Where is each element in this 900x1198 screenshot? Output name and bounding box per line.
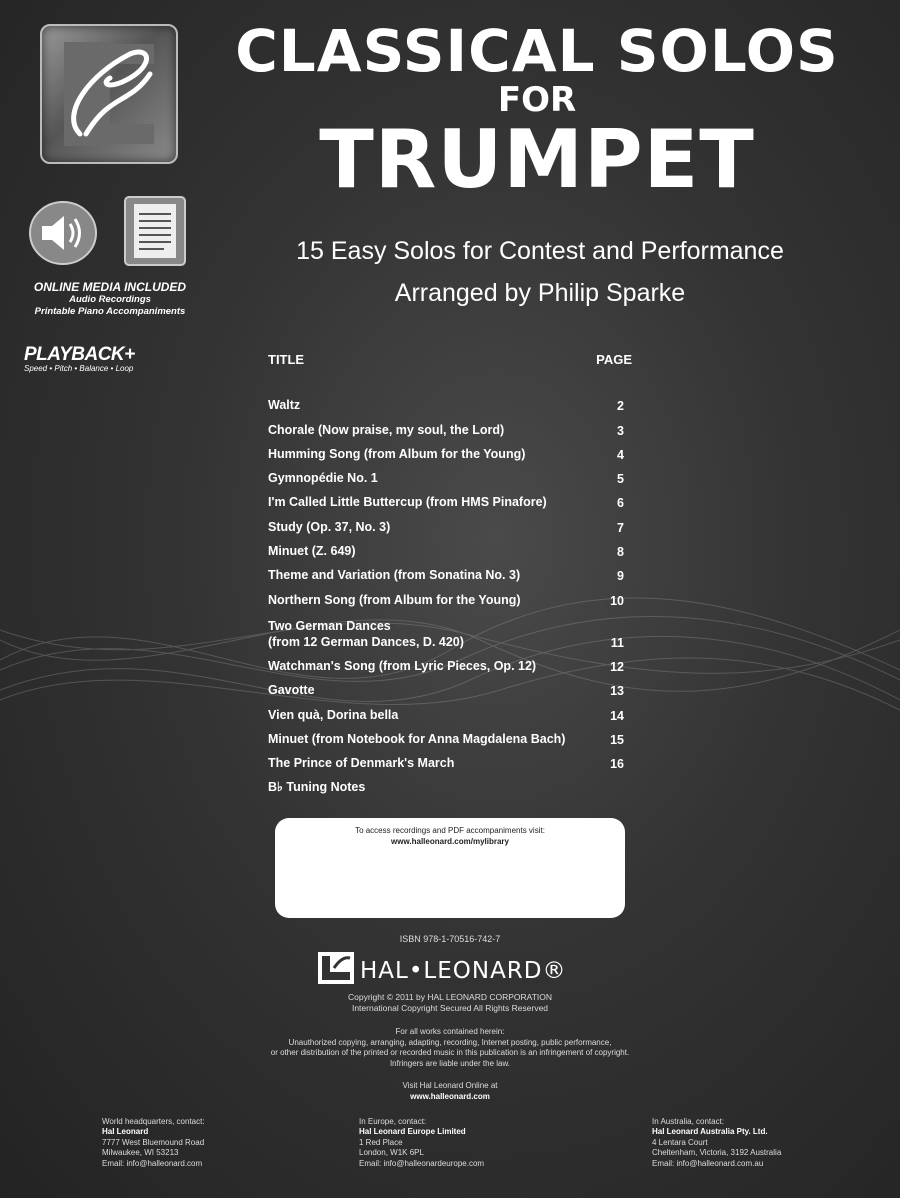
legal-line3: or other distribution of the printed or recorded music in this publication is an infringement of copyright. [270,1048,630,1057]
copyright-line1: Copyright © 2011 by HAL LEONARD CORPORATION [347,992,553,1002]
legal-line1: For all works contained herein: [395,1027,505,1036]
contents-row [268,583,624,607]
playback-subtitle: Speed • Pitch • Balance • Loop [24,364,134,373]
contents-item-title: Minuet (Z. 649) [268,544,356,559]
contents-row [268,510,624,534]
contents-col-page: PAGE [596,352,632,367]
contents-item-page: 14 [610,708,624,723]
contents-item-title: The Prince of Denmark's March [268,756,455,771]
book-title-line1: CLASSICAL SOLOS [235,17,839,85]
visit-line1: Visit Hal Leonard Online at [402,1081,498,1090]
contents-item-page: 11 [610,635,624,650]
legal-notice [160,1027,740,1069]
address-email: Email: info@halleonard.com [102,1158,203,1168]
copyright [300,992,600,1014]
contents-row [268,389,624,413]
contents-item-title: Watchman's Song (from Lyric Pieces, Op. 12) [268,658,537,673]
address-label: In Europe, contact: [359,1117,427,1126]
address-label: In Australia, contact: [652,1117,725,1126]
contents-item-title: Gavotte [268,683,315,698]
hal-leonard-mark-icon [318,952,354,984]
online-media-text [10,280,210,317]
address-name: Hal Leonard Australia Pty. Ltd. [652,1127,768,1137]
contents-row [268,486,624,510]
contents-item-page: 2 [617,399,624,414]
contents-row [268,698,624,722]
contents-item-page: 16 [610,757,624,772]
contents-col-title: TITLE [268,352,305,367]
visit-online [300,1080,600,1102]
contents-item-page: 12 [610,659,624,674]
publisher-name: HAL•LEONARD® [360,958,567,984]
contents-row [268,723,624,747]
address-line1: 7777 West Bluemound Road [102,1137,205,1147]
contents-item-page: 15 [610,732,624,747]
address-email: Email: info@halleonard.com.au [652,1158,764,1168]
contents-item-title: Vien quà, Dorina bella [268,707,399,722]
access-code-box [275,818,625,918]
address-name: Hal Leonard Europe Limited [359,1127,466,1137]
address-name: Hal Leonard [102,1127,149,1137]
contents-item-title: Two German Dances (from 12 German Dances, D. 420) [268,618,464,649]
contents-item-title: Theme and Variation (from Sonatina No. 3) [268,568,521,583]
contents-item-title: B♭ Tuning Notes [268,780,366,795]
access-url: www.halleonard.com/mylibrary [391,837,509,846]
table-of-contents [268,352,648,795]
visit-url: www.halleonard.com [410,1092,490,1101]
contents-item-title: Chorale (Now praise, my soul, the Lord) [268,422,505,437]
address-europe [359,1117,484,1169]
book-title-line2: FOR [497,80,577,120]
subtitle-line1: 15 Easy Solos for Contest and Performance [296,237,784,265]
subtitle-line2: Arranged by Philip Sparke [394,279,686,307]
contents-item-title: Humming Song (from Album for the Young) [268,446,526,461]
media-line-piano: Printable Piano Accompaniments [34,305,186,317]
contents-item-page: 7 [617,520,624,535]
contents-item-page: 10 [610,593,624,608]
contents-row [268,535,624,559]
address-line1: 1 Red Place [359,1137,403,1147]
online-media-label: ONLINE MEDIA INCLUDED [33,280,187,294]
address-line2: Cheltenham, Victoria, 3192 Australia [652,1148,782,1158]
contents-item-title: Minuet (from Notebook for Anna Magdalena Bach) [268,731,566,746]
playback-logo [24,344,204,373]
isbn: ISBN 978-1-70516-742-7 [399,934,501,944]
contents-row [268,438,624,462]
book-title-line3: TRUMPET [319,113,755,206]
essential-elements-logo [40,24,178,164]
address-line1: 4 Lentara Court [652,1137,708,1147]
legal-line2: Unauthorized copying, arranging, adapting, recording, Internet posting, public performance, [288,1037,612,1047]
hal-leonard-logo [318,952,588,986]
address-label: World headquarters, contact: [102,1117,205,1126]
contents-item-title: Northern Song (from Album for the Young) [268,592,521,607]
contents-header [268,352,632,367]
playback-title: PLAYBACK+ [24,344,135,365]
contents-item-page: 4 [617,447,624,462]
speaker-icon [28,200,98,266]
address-email: Email: info@halleonardeurope.com [359,1158,485,1168]
contents-item-page: 3 [617,423,624,438]
copyright-line2: International Copyright Secured All Rights Reserved [351,1003,549,1013]
contents-item-page: 13 [610,684,624,699]
contents-item-page: 8 [617,545,624,560]
document-icon [124,196,186,266]
contents-item-title: I'm Called Little Buttercup (from HMS Pinafore) [268,495,547,510]
book-subtitle [240,230,840,314]
contents-row [268,559,624,583]
contents-row [268,771,624,795]
contents-item-page: 6 [617,496,624,511]
contents-row [268,413,624,437]
contents-row [268,608,624,650]
legal-line4: Infringers are liable under the law. [389,1058,511,1068]
address-australia [652,1117,781,1169]
access-instructions: To access recordings and PDF accompaniments visit: [355,826,545,835]
contents-item-title: Waltz [268,398,301,413]
media-line-audio: Audio Recordings [69,294,151,306]
contents-row [268,462,624,486]
address-line2: Milwaukee, WI 53213 [102,1148,179,1158]
contents-row [268,650,624,674]
contents-item-title: Gymnopédie No. 1 [268,471,378,486]
contents-item-page: 9 [617,569,624,584]
address-line2: London, W1K 6PL [359,1148,424,1158]
contents-row [268,674,624,698]
contents-row [268,747,624,771]
contents-item-title: Study (Op. 37, No. 3) [268,519,391,534]
contents-item-page: 5 [617,472,624,487]
address-world-hq [102,1117,205,1169]
